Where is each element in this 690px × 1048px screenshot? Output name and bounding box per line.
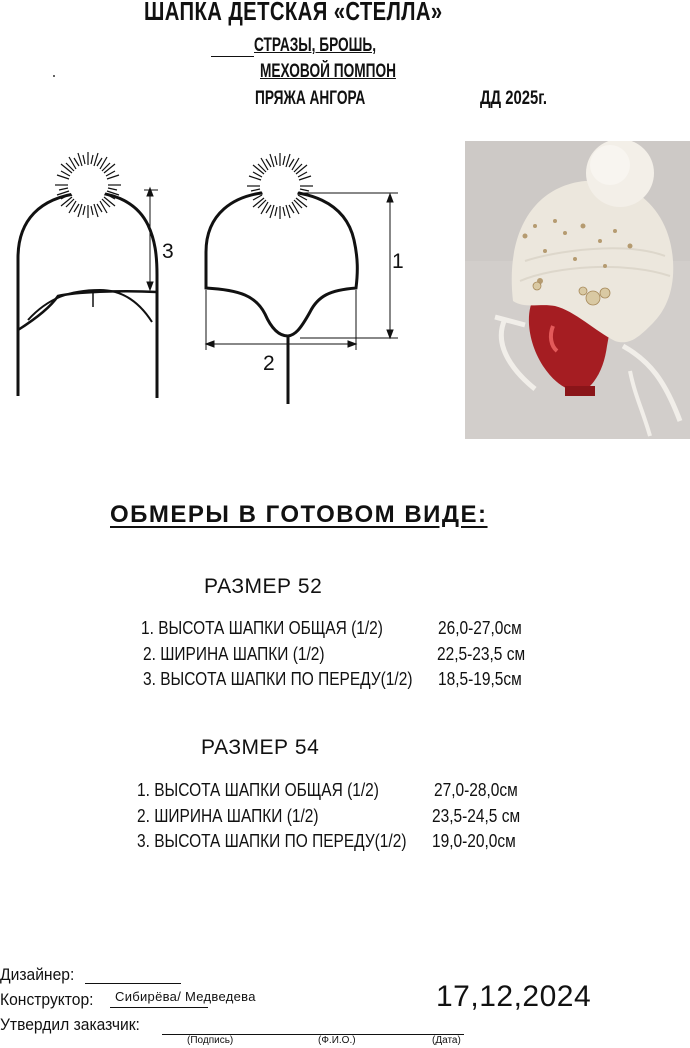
approved-label: Утвердил заказчик: [0, 1015, 140, 1034]
hat-front-view [206, 192, 357, 404]
dimension-2 [206, 290, 356, 350]
size-52-heading: РАЗМЕР 52 [204, 575, 323, 598]
header-season: ДД 2025г. [480, 88, 548, 109]
size-52-row-1-label: 1. ВЫСОТА ШАПКИ ОБЩАЯ (1/2) [141, 618, 383, 638]
size-54-row-3-label: 3. ВЫСОТА ШАПКИ ПО ПЕРЕДУ(1/2) [137, 831, 407, 851]
product-photo [465, 141, 690, 439]
size-54-row-3-value: 19,0-20,0см [432, 831, 516, 851]
constructor-name: Сибирёва/ Медведева [115, 989, 256, 1004]
dimension-label-2: 2 [263, 352, 275, 375]
size-54-row-2-label: 2. ШИРИНА ШАПКИ (1/2) [137, 806, 319, 826]
size-52-row-1-value: 26,0-27,0см [438, 618, 522, 638]
document-title: ШАПКА ДЕТСКАЯ «СТЕЛЛА» [144, 0, 443, 26]
hat-side-view [18, 192, 157, 398]
size-54-row-2-value: 23,5-24,5 см [432, 806, 521, 826]
measurements-title: ОБМЕРЫ В ГОТОВОМ ВИДЕ: [110, 501, 488, 528]
header-yarn-line: ПРЯЖА АНГОРА [255, 88, 366, 109]
size-54-row-1-value: 27,0-28,0см [434, 780, 518, 800]
header-decor-line: СТРАЗЫ, БРОШЬ, [254, 35, 377, 56]
signature-sublabel: (Подпись) [187, 1035, 234, 1046]
underline-rule [211, 56, 254, 57]
name-sublabel: (Ф.И.О.) [318, 1035, 356, 1046]
designer-label: Дизайнер: [0, 965, 75, 984]
size-52-row-3-label: 3. ВЫСОТА ШАПКИ ПО ПЕРЕДУ(1/2) [143, 669, 413, 689]
stray-dot [53, 75, 55, 77]
date-sublabel: (Дата) [432, 1035, 461, 1046]
dimension-label-3: 3 [162, 240, 174, 263]
constructor-label: Конструктор: [0, 990, 94, 1009]
document-date: 17,12,2024 [436, 980, 592, 1013]
constructor-line [110, 1007, 208, 1008]
hat-sketch-diagram [0, 140, 465, 415]
size-52-row-2-value: 22,5-23,5 см [437, 644, 526, 664]
size-52-row-2-label: 2. ШИРИНА ШАПКИ (1/2) [143, 644, 325, 664]
dimension-label-1: 1 [392, 250, 404, 273]
designer-line [85, 983, 181, 984]
size-54-heading: РАЗМЕР 54 [201, 736, 320, 759]
size-54-row-1-label: 1. ВЫСОТА ШАПКИ ОБЩАЯ (1/2) [137, 780, 379, 800]
size-52-row-3-value: 18,5-19,5см [438, 669, 522, 689]
dimension-1 [300, 193, 398, 338]
header-pompom-line: МЕХОВОЙ ПОМПОН [260, 61, 396, 82]
